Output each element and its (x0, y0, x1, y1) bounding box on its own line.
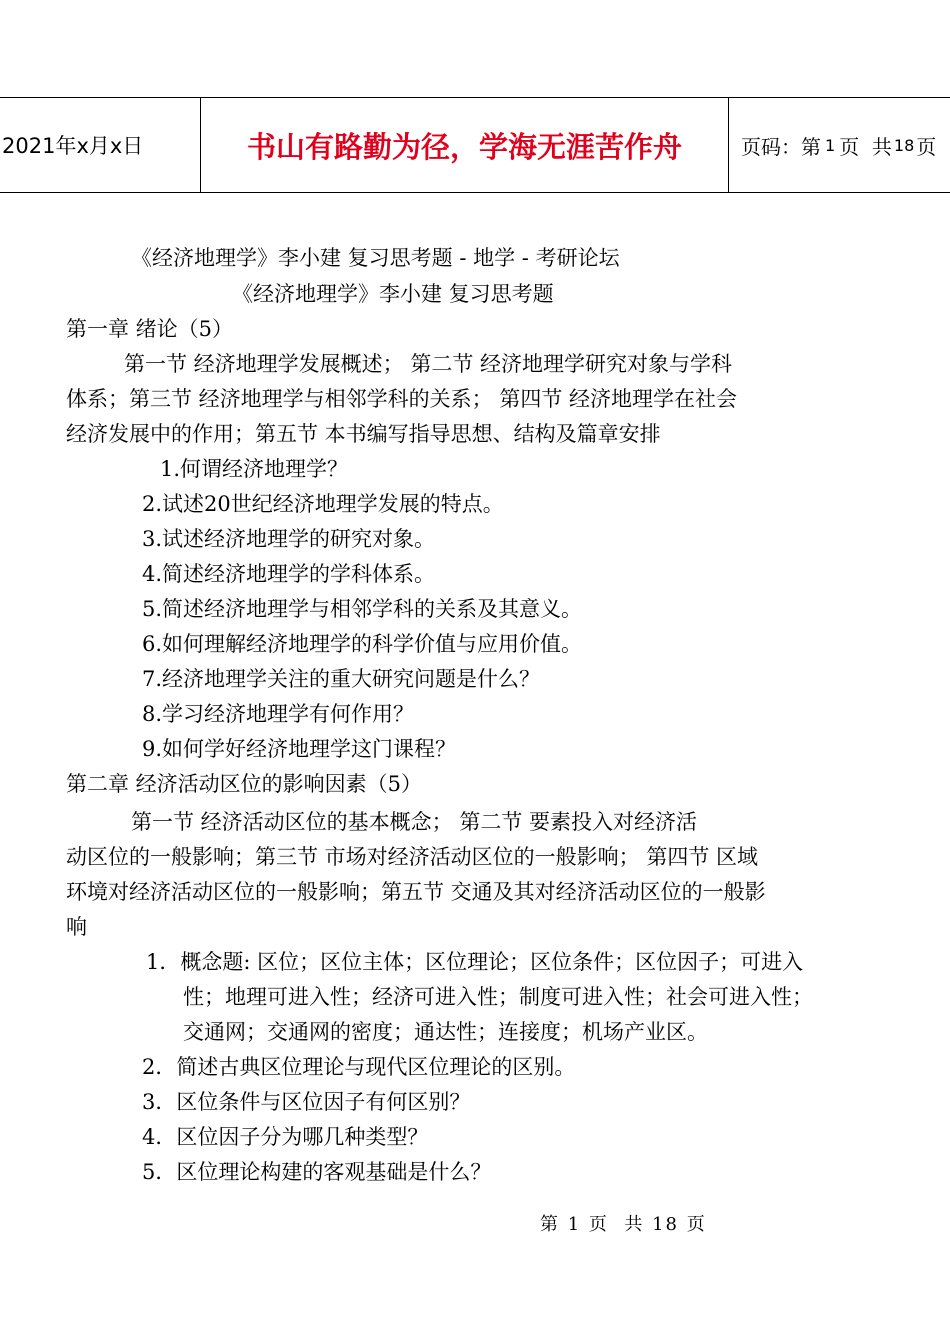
header-motto: 书山有路勤为径，学海无涯苦作舟 (246, 129, 682, 164)
header-page-total: 18 (893, 135, 915, 155)
section-list-line: 体系；第三节 经济地理学与相邻学科的关系； 第四节 经济地理学在社会 (66, 387, 738, 411)
question-item: 5.简述经济地理学与相邻学科的关系及其意义。 (142, 597, 583, 621)
question-item: 3.试述经济地理学的研究对象。 (142, 527, 436, 551)
question-item-continued: 性；地理可进入性；经济可进入性；制度可进入性；社会可进入性； (183, 985, 813, 1009)
section-list-line: 经济发展中的作用；第五节 本书编写指导思想、结构及篇章安排 (66, 422, 661, 446)
doc-subtitle: 《经济地理学》李小建 复习思考题 (232, 282, 554, 306)
question-item: 1.何谓经济地理学？ (160, 457, 349, 481)
question-item: 5．区位理论构建的客观基础是什么？ (142, 1160, 492, 1184)
header-table (0, 97, 950, 193)
footer-prefix: 第 (540, 1214, 560, 1235)
section-list-line: 环境对经济活动区位的一般影响；第五节 交通及其对经济活动区位的一般影 (66, 880, 766, 904)
footer-page-number (540, 1210, 707, 1236)
question-item: 4．区位因子分为哪几种类型？ (142, 1125, 429, 1149)
doc-title: 《经济地理学》李小建 复习思考题 - 地学 - 考研论坛 (131, 246, 620, 270)
footer-mid: 页 共 (588, 1214, 645, 1235)
question-item-continued: 交通网；交通网的密度；通达性；连接度；机场产业区。 (183, 1020, 708, 1044)
question-item: 6.如何理解经济地理学的科学价值与应用价值。 (142, 632, 583, 656)
header-page-num: 1 (825, 135, 836, 155)
question-item: 2.试述20世纪经济地理学发展的特点。 (142, 492, 504, 516)
question-item: 1．概念题: 区位；区位主体；区位理论；区位条件；区位因子；可进入 (146, 950, 804, 974)
chapter-heading: 第二章 经济活动区位的影响因素（5） (66, 772, 423, 796)
header-page-suffix: 页 (916, 134, 937, 159)
question-item: 9.如何学好经济地理学这门课程？ (142, 737, 457, 761)
section-list-line: 动区位的一般影响；第三节 市场对经济活动区位的一般影响； 第四节 区域 (66, 845, 759, 869)
section-list-line: 响 (66, 915, 87, 939)
header-page-prefix: 页码：第 (741, 134, 821, 159)
header-divider (728, 98, 729, 192)
header-date: 2021年x月x日 (2, 134, 144, 158)
chapter-heading: 第一章 绪论（5） (66, 317, 234, 341)
question-item: 3．区位条件与区位因子有何区别？ (142, 1090, 471, 1114)
footer-total: 18 (652, 1214, 680, 1235)
question-item: 7.经济地理学关注的重大研究问题是什么？ (142, 667, 541, 691)
question-item: 2．简述古典区位理论与现代区位理论的区别。 (142, 1055, 576, 1079)
question-item: 8.学习经济地理学有何作用？ (142, 702, 415, 726)
header-page-number (741, 98, 950, 192)
section-list-line: 第一节 经济地理学发展概述； 第二节 经济地理学研究对象与学科 (124, 352, 733, 376)
footer-num: 1 (567, 1214, 582, 1235)
header-page-mid: 页 共 (839, 134, 892, 159)
question-item: 4.简述经济地理学的学科体系。 (142, 562, 436, 586)
footer-suffix: 页 (686, 1214, 707, 1235)
section-list-line: 第一节 经济活动区位的基本概念； 第二节 要素投入对经济活 (131, 810, 698, 834)
